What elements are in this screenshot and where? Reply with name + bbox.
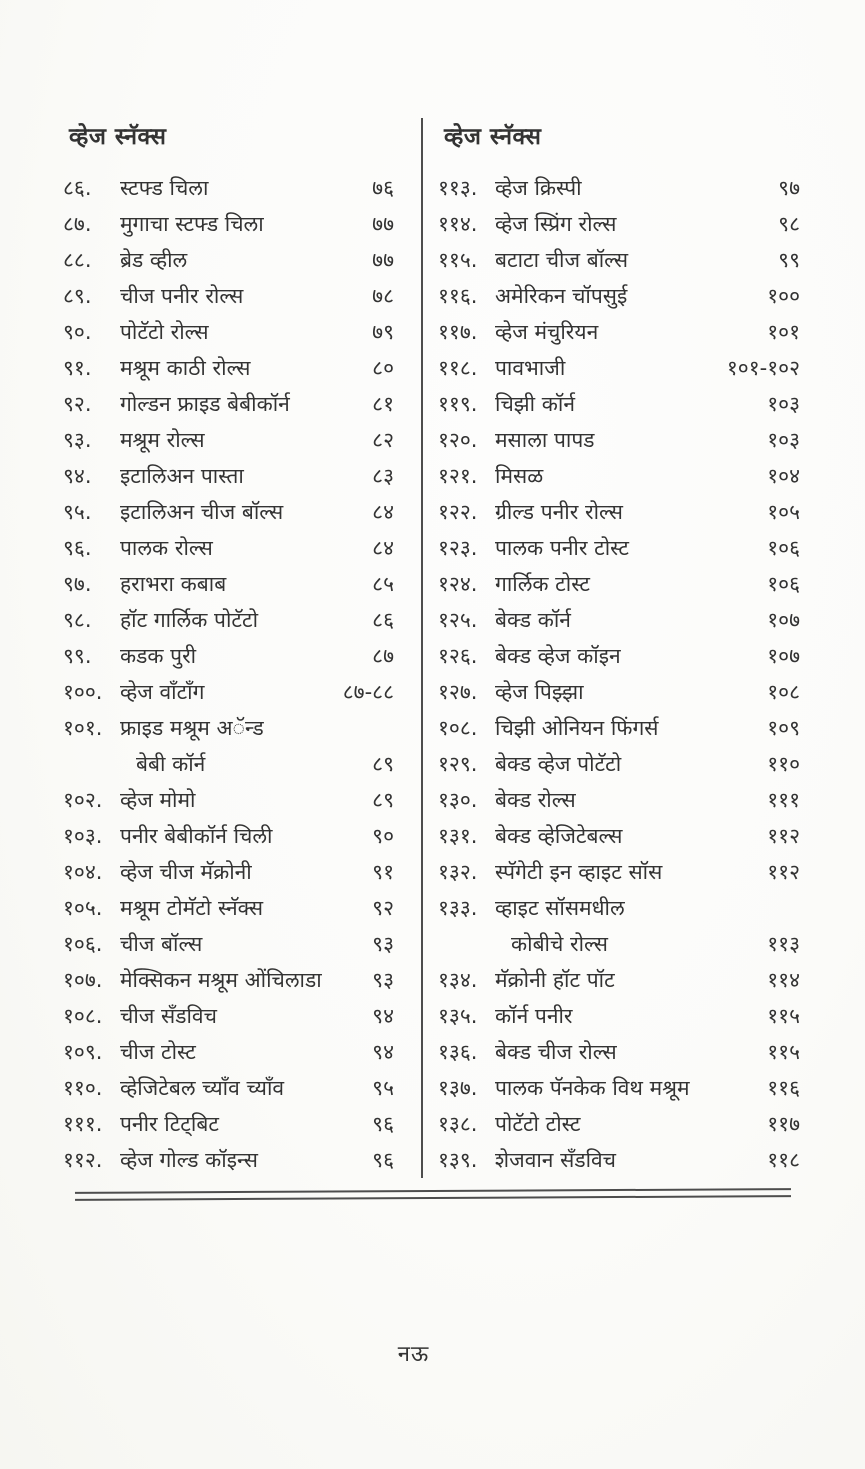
- entry-page: ८२: [372, 428, 394, 452]
- entry-number: १०७.: [63, 968, 103, 992]
- entry-title: चीज पनीर रोल्स: [120, 284, 244, 308]
- entry-number: १०१.: [63, 716, 103, 740]
- entry-number: १२७.: [438, 680, 478, 704]
- entry-number: ९४.: [63, 464, 92, 488]
- toc-row: [63, 530, 394, 566]
- entry-page: १०१-१०२: [726, 356, 800, 380]
- toc-row: [438, 782, 800, 818]
- entry-title: व्हेज क्रिस्पी: [495, 176, 582, 200]
- toc-row: [63, 566, 394, 602]
- entry-page: १०७: [767, 608, 800, 632]
- toc-content: [63, 118, 800, 1199]
- entry-page: ९१: [372, 860, 394, 884]
- entry-page: ९३: [372, 968, 394, 992]
- entry-page: ११७: [767, 1112, 800, 1136]
- toc-row: [438, 314, 800, 350]
- toc-row: [63, 926, 394, 962]
- entry-number: ९१.: [63, 356, 92, 380]
- toc-row: [63, 242, 394, 278]
- entry-number: ८८.: [63, 248, 92, 272]
- entry-number: १३६.: [438, 1040, 478, 1064]
- toc-row: [63, 1106, 394, 1142]
- entry-page: ८७: [372, 644, 394, 668]
- entry-page: १००: [767, 284, 800, 308]
- entry-number: ११९.: [438, 392, 478, 416]
- entry-number: १३७.: [438, 1076, 478, 1100]
- entry-page: ७८: [372, 284, 394, 308]
- entry-number: ९८.: [63, 608, 92, 632]
- entry-title: ग्रील्ड पनीर रोल्स: [495, 500, 623, 524]
- entry-page: ११२: [767, 824, 800, 848]
- entry-number: १३९.: [438, 1148, 478, 1172]
- entry-number: १३१.: [438, 824, 478, 848]
- toc-row: [438, 890, 800, 926]
- entry-number: १०३.: [63, 824, 103, 848]
- entry-number: ९६.: [63, 536, 92, 560]
- entry-page: ८१: [372, 392, 394, 416]
- entry-title: मेक्सिकन मश्रूम ओंचिलाडा: [120, 968, 322, 992]
- entry-title: मुगाचा स्टफ्ड चिला: [120, 212, 264, 236]
- toc-row: [63, 674, 394, 710]
- toc-row: [63, 422, 394, 458]
- toc-row: [63, 494, 394, 530]
- entry-title: मश्रूम रोल्स: [120, 428, 205, 452]
- entry-title: पावभाजी: [495, 356, 566, 380]
- entry-title: व्हेज मोमो: [120, 788, 196, 812]
- entry-page: ७७: [372, 212, 394, 236]
- entry-number: १००.: [63, 680, 103, 704]
- entry-number: १३०.: [438, 788, 478, 812]
- entry-title: ब्रेड व्हील: [120, 248, 188, 272]
- entry-page: ९९: [778, 248, 800, 272]
- entry-page: ८९: [372, 752, 394, 776]
- entry-page: ७९: [372, 320, 394, 344]
- entry-title: मश्रूम काठी रोल्स: [120, 356, 251, 380]
- toc-row: [438, 1070, 800, 1106]
- toc-row: [63, 458, 394, 494]
- toc-row: [438, 710, 800, 746]
- toc-row: [63, 746, 394, 782]
- entry-page: ९६: [372, 1112, 394, 1136]
- entry-page: ८६: [372, 608, 394, 632]
- entry-page: ९५: [372, 1076, 394, 1100]
- entry-title: फ्राइड मश्रूम अॅन्ड: [120, 716, 264, 740]
- entry-number: १०९.: [63, 1040, 103, 1064]
- toc-row: [63, 206, 394, 242]
- toc-row: [63, 278, 394, 314]
- entry-page: ९४: [372, 1040, 394, 1064]
- entry-page: ८०: [372, 356, 394, 380]
- entry-page: १०६: [767, 536, 800, 560]
- entry-number: १२२.: [438, 500, 478, 524]
- entry-title: बेक्ड व्हेज पोटॅटो: [495, 752, 622, 776]
- entry-title: पालक पॅनकेक विथ मश्रूम: [495, 1076, 690, 1100]
- entry-page: ११६: [767, 1076, 800, 1100]
- entry-title: बेक्ड चीज रोल्स: [495, 1040, 617, 1064]
- entry-page: ८९: [372, 788, 394, 812]
- entry-page: ७७: [372, 248, 394, 272]
- entry-title: गोल्डन फ्राइड बेबीकॉर्न: [120, 392, 290, 416]
- toc-row: [438, 674, 800, 710]
- toc-row: [438, 602, 800, 638]
- toc-row: [438, 926, 800, 962]
- toc-row: [63, 350, 394, 386]
- toc-row: [63, 818, 394, 854]
- entry-number: ११६.: [438, 284, 478, 308]
- entry-title: पनीर टिट्बिट: [120, 1112, 219, 1136]
- entry-page: ११०: [767, 752, 800, 776]
- entry-page: ९७: [778, 176, 800, 200]
- toc-row: [438, 494, 800, 530]
- entry-number: १०८.: [63, 1004, 103, 1028]
- entry-title: स्पॅगेटी इन व्हाइट सॉस: [495, 860, 663, 884]
- entry-number: ८९.: [63, 284, 92, 308]
- entry-page: १०६: [767, 572, 800, 596]
- entry-title: हराभरा कबाब: [120, 572, 227, 596]
- entry-title: बेबी कॉर्न: [136, 752, 206, 776]
- entry-title: शेजवान सँडविच: [495, 1148, 617, 1172]
- toc-row: [438, 1142, 800, 1178]
- toc-row: [438, 854, 800, 890]
- entry-page: १०५: [767, 500, 800, 524]
- entry-title: चिझी ओनियन फिंगर्स: [495, 716, 659, 740]
- toc-row: [63, 386, 394, 422]
- toc-row: [438, 746, 800, 782]
- toc-row: [438, 170, 800, 206]
- toc-row: [438, 962, 800, 998]
- entry-number: ९३.: [63, 428, 92, 452]
- entry-title: व्हेजिटेबल च्याँव च्याँव: [120, 1076, 285, 1100]
- toc-row: [438, 278, 800, 314]
- entry-title: पोटॅटो टोस्ट: [495, 1112, 581, 1136]
- toc-row: [438, 206, 800, 242]
- entry-title: चीज टोस्ट: [120, 1040, 196, 1064]
- toc-row: [438, 1034, 800, 1070]
- entry-title: मिसळ: [495, 464, 544, 488]
- entry-title: इटालिअन पास्ता: [120, 464, 244, 488]
- entry-number: १११.: [63, 1112, 103, 1136]
- entry-title: कडक पुरी: [120, 644, 197, 668]
- entry-page: ९२: [372, 896, 394, 920]
- entry-title: गार्लिक टोस्ट: [495, 572, 590, 596]
- entry-title: व्हाइट सॉसमधील: [495, 896, 625, 920]
- entry-title: चीज सँडविच: [120, 1004, 217, 1028]
- entry-page: ८७-८८: [342, 680, 394, 704]
- toc-row: [438, 638, 800, 674]
- entry-page: ११४: [767, 968, 800, 992]
- toc-right-column: [423, 118, 800, 1178]
- entry-number: ११४.: [438, 212, 478, 236]
- entry-number: ११२.: [63, 1148, 103, 1172]
- toc-row: [438, 242, 800, 278]
- entry-page: १०१: [767, 320, 800, 344]
- entry-number: १०२.: [63, 788, 103, 812]
- entry-number: ११५.: [438, 248, 478, 272]
- toc-row: [63, 962, 394, 998]
- toc-row: [438, 386, 800, 422]
- entry-title: बेक्ड कॉर्न: [495, 608, 571, 632]
- entry-title: व्हेज वाँटाँग: [120, 680, 205, 704]
- entry-number: १२६.: [438, 644, 478, 668]
- entry-number: ११८.: [438, 356, 478, 380]
- entry-title: बेक्ड व्हेजिटेबल्स: [495, 824, 623, 848]
- entry-number: १२४.: [438, 572, 478, 596]
- bottom-double-rule: [75, 1188, 791, 1201]
- entry-title: मश्रूम टोमॅटो स्नॅक्स: [120, 896, 264, 920]
- entry-number: ८७.: [63, 212, 92, 236]
- entry-title: चीज बॉल्स: [120, 932, 203, 956]
- toc-row: [63, 314, 394, 350]
- entry-title: पनीर बेबीकॉर्न चिली: [120, 824, 273, 848]
- entry-title: बेक्ड रोल्स: [495, 788, 576, 812]
- entry-number: १२३.: [438, 536, 478, 560]
- toc-row: [63, 890, 394, 926]
- toc-row: [63, 170, 394, 206]
- entry-number: १२०.: [438, 428, 478, 452]
- entry-number: १०८.: [438, 716, 478, 740]
- toc-row: [438, 818, 800, 854]
- entry-number: १०४.: [63, 860, 103, 884]
- page-footer: नऊ: [397, 1342, 430, 1367]
- entry-page: ११८: [767, 1148, 800, 1172]
- entry-title: व्हेज स्प्रिंग रोल्स: [495, 212, 617, 236]
- entry-page: १११: [767, 788, 800, 812]
- entry-title: पोटॅटो रोल्स: [120, 320, 209, 344]
- entry-title: बटाटा चीज बॉल्स: [495, 248, 629, 272]
- entry-title: कॉर्न पनीर: [495, 1004, 573, 1028]
- entry-number: ९२.: [63, 392, 92, 416]
- entry-page: ११३: [767, 932, 800, 956]
- entry-page: ११२: [767, 860, 800, 884]
- toc-row: [438, 458, 800, 494]
- toc-row: [63, 638, 394, 674]
- entry-title: व्हेज चीज मॅक्रोनी: [120, 860, 252, 884]
- toc-row: [63, 602, 394, 638]
- toc-row: [63, 782, 394, 818]
- entry-number: ११७.: [438, 320, 478, 344]
- entry-title: हॉट गार्लिक पोटॅटो: [120, 608, 259, 632]
- entry-page: १०३: [767, 428, 800, 452]
- toc-row: [63, 1034, 394, 1070]
- toc-row: [63, 854, 394, 890]
- entry-page: ९०: [372, 824, 394, 848]
- entry-title: इटालिअन चीज बॉल्स: [120, 500, 284, 524]
- toc-left-column: [63, 118, 400, 1178]
- entry-number: ९९.: [63, 644, 92, 668]
- entry-number: १३८.: [438, 1112, 478, 1136]
- entry-number: १२१.: [438, 464, 478, 488]
- entry-title: व्हेज गोल्ड कॉइन्स: [120, 1148, 258, 1172]
- entry-title: व्हेज पिझ्झा: [495, 680, 584, 704]
- entry-title: चिझी कॉर्न: [495, 392, 575, 416]
- entry-page: १०८: [767, 680, 800, 704]
- entry-page: ८४: [372, 500, 394, 524]
- entry-page: १०४: [767, 464, 800, 488]
- entry-page: ८४: [372, 536, 394, 560]
- entry-number: ११०.: [63, 1076, 103, 1100]
- toc-row: [63, 998, 394, 1034]
- entry-number: १२५.: [438, 608, 478, 632]
- entry-title: स्टफ्ड चिला: [120, 176, 209, 200]
- entry-title: व्हेज मंचुरियन: [495, 320, 599, 344]
- entry-title: बेक्ड व्हेज कॉइन: [495, 644, 621, 668]
- entry-title: कोबीचे रोल्स: [511, 932, 608, 956]
- entry-page: ९४: [372, 1004, 394, 1028]
- entry-page: १०३: [767, 392, 800, 416]
- toc-row: [438, 530, 800, 566]
- entry-page: ७६: [372, 176, 394, 200]
- entry-title: अमेरिकन चॉपसुई: [495, 284, 628, 308]
- toc-row: [63, 1142, 394, 1178]
- left-column-rows: [63, 170, 394, 1178]
- entry-page: ११५: [767, 1004, 800, 1028]
- entry-title: पालक पनीर टोस्ट: [495, 536, 629, 560]
- left-column-header: व्हेज स्नॅक्स: [69, 124, 167, 150]
- entry-number: ११३.: [438, 176, 478, 200]
- toc-row: [63, 710, 394, 746]
- entry-number: १३४.: [438, 968, 478, 992]
- entry-title: मॅक्रोनी हॉट पॉट: [495, 968, 615, 992]
- entry-number: १०५.: [63, 896, 103, 920]
- entry-number: १३३.: [438, 896, 478, 920]
- toc-row: [438, 1106, 800, 1142]
- entry-number: ९५.: [63, 500, 92, 524]
- entry-number: ९०.: [63, 320, 92, 344]
- entry-number: ८६.: [63, 176, 92, 200]
- toc-row: [63, 1070, 394, 1106]
- entry-page: ९३: [372, 932, 394, 956]
- entry-page: १०७: [767, 644, 800, 668]
- entry-number: १३५.: [438, 1004, 478, 1028]
- entry-number: १०६.: [63, 932, 103, 956]
- toc-columns: [63, 118, 800, 1178]
- toc-row: [438, 998, 800, 1034]
- entry-page: ९८: [778, 212, 800, 236]
- entry-number: ९७.: [63, 572, 92, 596]
- toc-row: [438, 350, 800, 386]
- entry-page: ८५: [372, 572, 394, 596]
- toc-row: [438, 422, 800, 458]
- entry-title: पालक रोल्स: [120, 536, 213, 560]
- entry-number: १३२.: [438, 860, 478, 884]
- entry-page: ८३: [372, 464, 394, 488]
- entry-page: ९६: [372, 1148, 394, 1172]
- entry-title: मसाला पापड: [495, 428, 595, 452]
- entry-page: १०९: [767, 716, 800, 740]
- entry-page: ११५: [767, 1040, 800, 1064]
- right-column-rows: [438, 170, 800, 1178]
- entry-number: १२९.: [438, 752, 478, 776]
- right-column-header: व्हेज स्नॅक्स: [444, 124, 542, 150]
- toc-row: [438, 566, 800, 602]
